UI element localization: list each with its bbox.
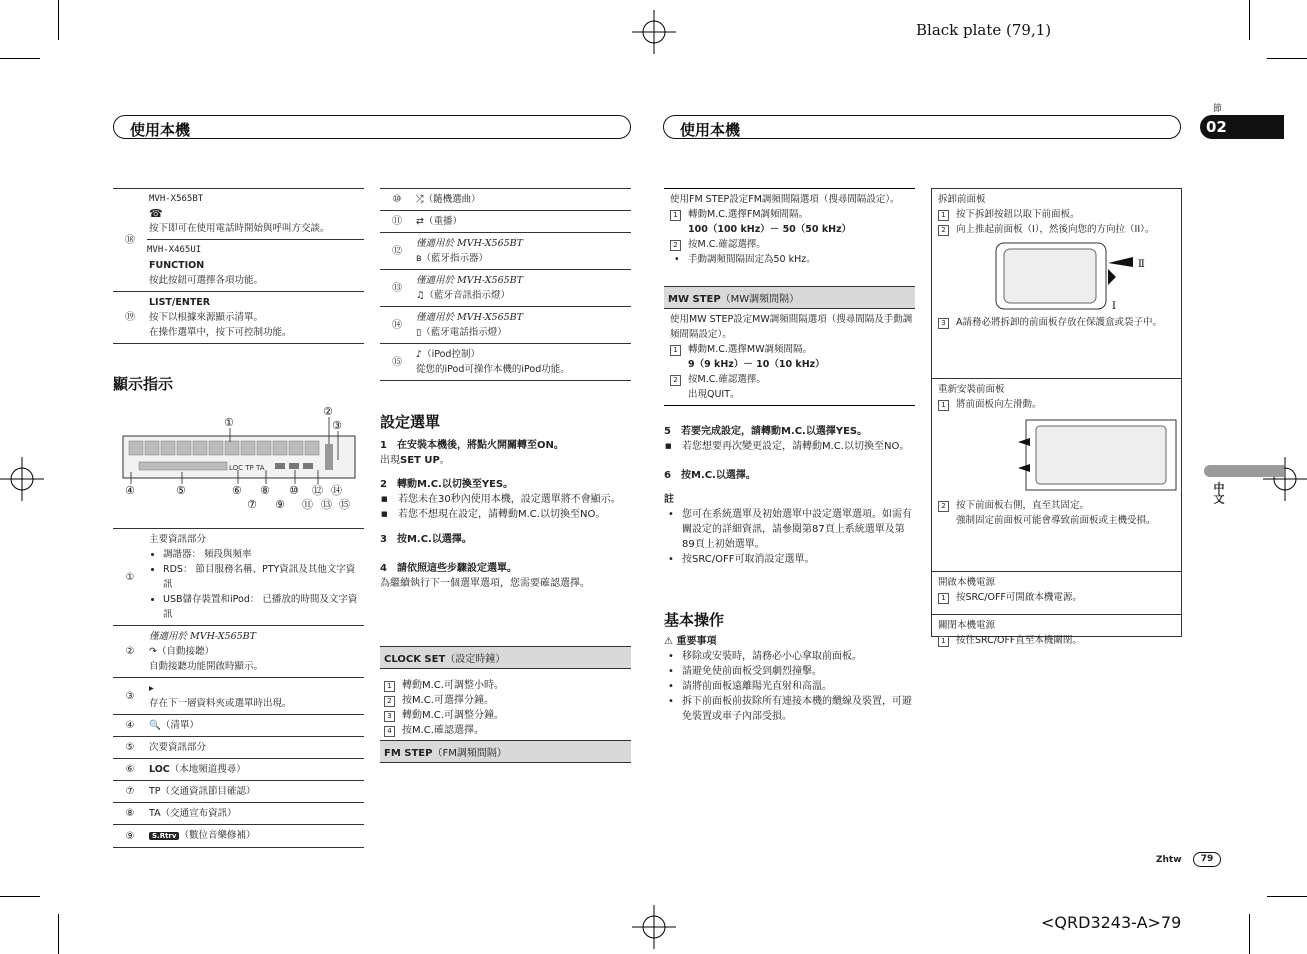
svg-text:I: I <box>1112 301 1116 312</box>
table-row: ⑦ TP（交通資訊節目確認） <box>113 781 364 803</box>
folder-arrow-icon: ▸ <box>149 683 154 694</box>
table-row: ⑲ LIST/ENTER 按下以根據來源顯示清單。 在操作選單中，按下可控制功能。 <box>113 292 364 344</box>
svg-text:③: ③ <box>332 419 342 432</box>
svg-text:⑧: ⑧ <box>260 484 270 497</box>
crop-mark <box>1249 914 1250 954</box>
table-row: ⑤ 次要資訊部分 <box>113 737 364 759</box>
shuffle-icon: ⤮ <box>416 194 424 205</box>
mw-step-bar: MW STEP（MW調頻間隔） <box>664 286 915 309</box>
svg-text:Ⅱ: Ⅱ <box>1138 259 1145 270</box>
remove-panel-illustration <box>988 237 1188 315</box>
registration-mark <box>632 10 676 54</box>
reattach-panel-illustration <box>1008 412 1208 498</box>
table-row: ⑥ LOC（本地頻道搜尋） <box>113 759 364 781</box>
table-row: ④ 🔍（清單） <box>113 715 364 737</box>
right-header: 使用本機 <box>663 115 1181 139</box>
svg-text:⑮: ⑮ <box>339 498 350 511</box>
svg-text:⑪: ⑪ <box>302 498 313 511</box>
footer-language: Zhtw <box>1156 855 1182 865</box>
svg-text:②: ② <box>323 405 333 418</box>
svg-text:⑩: ⑩ <box>289 484 299 497</box>
page-number: 79 <box>1193 852 1221 867</box>
left-header: 使用本機 <box>113 115 631 139</box>
fm-step-bar: FM STEP（FM調頻間隔） <box>380 740 631 763</box>
table-row: ⑨ S.Rtrv （數位音樂修補） <box>113 825 364 848</box>
doc-code: <QRD3243-A>79 <box>1041 913 1182 932</box>
function-table <box>113 188 364 344</box>
table-row: ② 僅適用於 MVH-X565BT ↷（自動接聽） 自動接聽功能開啟時顯示。 <box>113 626 364 678</box>
svg-text:⑤: ⑤ <box>176 484 186 497</box>
setup-title: 設定選單 <box>380 413 441 431</box>
table-row: ⑩ ⤮（隨機選曲） <box>380 189 631 211</box>
crop-mark <box>1249 0 1250 40</box>
indicator-table <box>380 188 631 381</box>
crop-mark <box>58 0 59 40</box>
display-diagram <box>113 402 368 514</box>
section-label: 節 <box>1213 104 1223 114</box>
basic-operation-title: 基本操作 <box>664 611 725 629</box>
power-off-section: 關閉本機電源 1 按住SRC/OFF直至本機關閉。 <box>932 614 1181 657</box>
warning-icon: ⚠ <box>664 636 673 647</box>
table-row: ⑱ MVH-X565BT ☎ 按下即可在使用電話時開始與呼叫方交談。 MVH-X465UI FUNCTION 按此按鈕可選擇各項功能。 <box>113 189 364 292</box>
srtrv-badge: S.Rtrv <box>149 832 179 840</box>
setup-steps: 1 在安裝本機後，將點火開關轉至ON。 出現SET UP。 2 轉動M.C.以切換至YES。 ■ 若您未在30秒內使用本機，設定選單將不會顯示。 ■ 若您不想現在設定，請轉動M.C.以切換至NO。 3 按M.C.以選擇。 4 請依照這些步驟設定選單。 為繼續執行下一個選單選項，您需要確認選擇。 <box>380 438 631 591</box>
section-tab: 02 <box>1200 115 1284 139</box>
language-tab: 中文 <box>1212 482 1225 504</box>
svg-text:⑦: ⑦ <box>247 498 257 511</box>
registration-mark <box>1263 457 1307 501</box>
crop-mark <box>0 58 40 59</box>
svg-text:⑨: ⑨ <box>275 498 285 511</box>
finish-steps: 5 若要完成設定，請轉動M.C.以選擇YES。 ■ 若您想要再次變更設定，請轉動M.C.以切換至NO。 6 按M.C.以選擇。 註 • 您可在系統選單及初始選單中設定選單選項。如需有關設定的詳細資訊，請參閱第87頁上系統選單及第89頁上初始選單。 • 按SRC/OFF可取消設定選單。 <box>664 424 915 567</box>
plate-label: Black plate (79,1) <box>916 21 1052 39</box>
table-row: ⑪ ⇄（重播） <box>380 211 631 233</box>
repeat-icon: ⇄ <box>416 216 424 227</box>
crop-mark <box>1267 58 1307 59</box>
registration-mark <box>0 457 44 501</box>
table-row: ⑭ 僅適用於 MVH-X565BT ▯（藍牙電話指示燈） <box>380 307 631 344</box>
mw-step-section: 使用MW STEP設定MW調頻間隔選項（搜尋間隔及手動調頻間隔設定）。 1 轉動M.C.選擇MW調頻間隔。 9（9 kHz）－ 10（10 kHz） 2 按M.C.確認選擇。 出現QUIT。 <box>670 314 913 400</box>
crop-mark <box>58 914 59 954</box>
svg-text:LOC TP TA: LOC TP TA <box>229 464 265 472</box>
display-table <box>113 528 364 848</box>
svg-text:①: ① <box>224 416 234 429</box>
svg-text:⑬: ⑬ <box>321 498 332 511</box>
fm-step-section: 使用FM STEP設定FM調頻間隔選項（搜尋間隔設定）。 1 轉動M.C.選擇FM調頻間隔。 100（100 kHz）－ 50（50 kHz） 2 按M.C.確認選擇。 • 手動調頻間隔固定為50 kHz。 <box>670 192 913 267</box>
power-on-section: 開啟本機電源 1 按SRC/OFF可開啟本機電源。 <box>932 571 1181 614</box>
search-icon: 🔍 <box>149 720 161 731</box>
display-title: 顯示指示 <box>113 375 174 393</box>
music-note-icon: ♫ <box>416 290 425 301</box>
table-row: ⑫ 僅適用於 MVH-X565BT ʙ（藍牙指示器） <box>380 233 631 270</box>
phone-icon: ▯ <box>416 327 422 338</box>
bluetooth-icon: ʙ <box>416 253 422 264</box>
important-section: ⚠ 重要事項 • 移除或安裝時，請務必小心拿取前面板。 • 請避免使前面板受到劇烈撞擊。 • 請將前面板遠離陽光直射和高溫。 • 拆下前面板前拔除所有連接本機的纜線及裝置，可避免裝置或車子內部受損。 <box>664 634 915 724</box>
ipod-control-icon: ♪ <box>416 349 423 360</box>
crop-mark <box>0 896 40 897</box>
remove-panel-section: 拆卸前面板 1 按下拆卸按鈕以取下前面板。 2 向上推起前面板（I），然後向您的方向拉（II）。 Ⅱ I 3 A請務必將拆卸的前面板存放在保護盒或袋子中。 <box>932 189 1181 378</box>
crop-mark <box>1267 896 1307 897</box>
registration-mark <box>632 905 676 949</box>
svg-text:④: ④ <box>125 484 135 497</box>
reattach-panel-section: 重新安裝前面板 1 將前面板向左滑動。 2 按下前面板右側，直至其固定。 強制固定前面板可能會導致前面板或主機受損。 <box>932 378 1181 571</box>
phone-icon: ☎ <box>149 207 163 220</box>
svg-text:⑥: ⑥ <box>232 484 242 497</box>
table-row: ③ ▸ 存在下一層資料夾或選單時出現。 <box>113 678 364 715</box>
table-row: ⑮ ♪（iPod控制） 從您的iPod可操作本機的iPod功能。 <box>380 344 631 381</box>
table-row: ① 主要資訊部分 • 調諧器： 頻段與頻率 • RDS： 節目服務名稱、PTY資訊及其他文字資訊 • USB儲存裝置和iPod： 已播放的時間及文字資訊 <box>113 529 364 626</box>
table-row: ⑧ TA（交通宣布資訊） <box>113 803 364 825</box>
svg-text:⑭: ⑭ <box>331 484 342 497</box>
language-tab-bar <box>1204 465 1284 477</box>
svg-text:⑫: ⑫ <box>312 484 323 497</box>
front-panel-box <box>931 188 1182 646</box>
clock-steps: 1 轉動M.C.可調整小時。 2 按M.C.可選擇分鐘。 3 轉動M.C.可調整分鐘。 4 按M.C.確認選擇。 <box>384 678 631 738</box>
auto-answer-icon: ↷ <box>149 646 157 657</box>
table-row: ⑬ 僅適用於 MVH-X565BT ♫（藍牙音訊指示燈） <box>380 270 631 307</box>
clock-set-bar: CLOCK SET（設定時鐘） <box>380 646 631 669</box>
